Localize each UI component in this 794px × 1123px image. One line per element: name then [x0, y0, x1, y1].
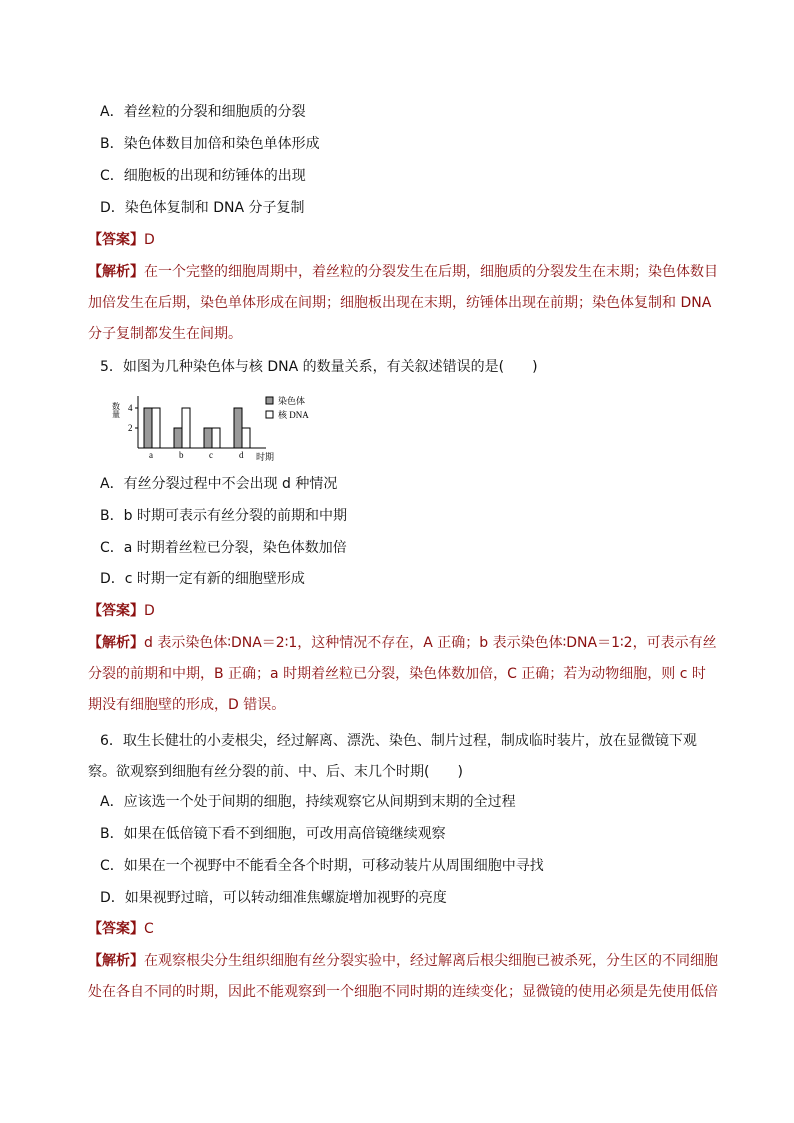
bar-d-dna	[242, 428, 250, 448]
y-tick-label: 2	[128, 423, 133, 433]
q5-answer	[88, 601, 155, 621]
q5-option-b: B．b 时期可表示有丝分裂的前期和中期	[100, 508, 347, 524]
answer-tag: 【答案】	[88, 232, 144, 248]
legend-swatch	[266, 397, 273, 404]
q6-stem: 6．取生长健壮的小麦根尖，经过解离、漂洗、染色、制片过程，制成临时装片，放在显微镜下观察。欲观察到细胞有丝分裂的前、中、后、末几个时期( )	[88, 733, 697, 780]
q5-option-a: A．有丝分裂过程中不会出现 d 种情况	[100, 476, 338, 492]
q6-option-a: A．应该选一个处于间期的细胞，持续观察它从间期到末期的全过程	[100, 794, 516, 810]
x-axis-label: 时期	[256, 452, 275, 462]
q4-analysis	[88, 257, 718, 350]
q4-option-c: C．细胞板的出现和纺锤体的出现	[100, 168, 306, 184]
bar-b-dna	[182, 408, 190, 448]
legend-swatch	[266, 411, 273, 418]
analysis-text: 在观察根尖分生组织细胞有丝分裂实验中，经过解离后根尖细胞已被杀死，分生区的不同细胞处在各自不同的时期，因此不能观察到一个细胞不同时期的连续变化；显微镜的使用必须是先使用低倍	[88, 953, 718, 1000]
bar-d-chromosome	[234, 408, 242, 448]
analysis-tag: 【解析】	[88, 953, 144, 969]
answer-value: D	[144, 603, 155, 619]
bar-a-dna	[152, 408, 160, 448]
x-tick-label: d	[239, 450, 244, 460]
q5-option-d: D．c 时期一定有新的细胞壁形成	[100, 571, 305, 587]
bar-a-chromosome	[144, 408, 152, 448]
x-tick-label: c	[209, 450, 213, 460]
analysis-tag: 【解析】	[88, 264, 144, 280]
q6-answer	[88, 919, 154, 939]
q6-analysis	[88, 946, 718, 1008]
answer-tag: 【答案】	[88, 603, 144, 619]
q5-option-c: C．a 时期着丝粒已分裂，染色体数加倍	[100, 540, 347, 556]
legend-label: 染色体	[278, 396, 306, 406]
q4-answer	[88, 230, 155, 250]
q4-option-b: B．染色体数目加倍和染色单体形成	[100, 136, 320, 152]
bar-b-chromosome	[174, 428, 182, 448]
q6-option-d: D．如果视野过暗，可以转动细准焦螺旋增加视野的亮度	[100, 890, 447, 906]
answer-value: C	[144, 921, 154, 937]
analysis-text: d 表示染色体∶DNA＝2∶1，这种情况不存在，A 正确；b 表示染色体∶DNA＝1∶2，可表示有丝分裂的前期和中期，B 正确；a 时期着丝粒已分裂，染色体数加倍，C 正确；若为动物细胞，则 c 时期没有细胞壁的形成，D 错误。	[88, 635, 717, 713]
q4-option-a: A．着丝粒的分裂和细胞质的分裂	[100, 104, 306, 120]
x-tick-label: b	[179, 450, 184, 460]
q5-bar-chart	[110, 392, 350, 472]
answer-value: D	[144, 232, 155, 248]
q5-stem: 5．如图为几种染色体与核 DNA 的数量关系，有关叙述错误的是( )	[100, 359, 538, 375]
q5-analysis	[88, 628, 718, 721]
y-tick-label: 4	[128, 403, 133, 413]
analysis-tag: 【解析】	[88, 635, 144, 651]
analysis-text: 在一个完整的细胞周期中，着丝粒的分裂发生在后期，细胞质的分裂发生在末期；染色体数目加倍发生在后期，染色单体形成在间期；细胞板出现在末期，纺锤体出现在前期；染色体复制和 DNA 分子复制都发生在间期。	[88, 264, 718, 342]
chart-layer	[112, 395, 310, 462]
bar-c-chromosome	[204, 428, 212, 448]
bar-c-dna	[212, 428, 220, 448]
q6-option-b: B．如果在低倍镜下看不到细胞，可改用高倍镜继续观察	[100, 826, 446, 842]
q4-option-d: D．染色体复制和 DNA 分子复制	[100, 200, 305, 216]
y-axis-label: 数量	[111, 402, 121, 418]
q6-option-c: C．如果在一个视野中不能看全各个时期，可移动装片从周围细胞中寻找	[100, 858, 544, 874]
legend-label: 核 DNA	[278, 410, 309, 420]
x-tick-label: a	[149, 450, 153, 460]
answer-tag: 【答案】	[88, 921, 144, 937]
